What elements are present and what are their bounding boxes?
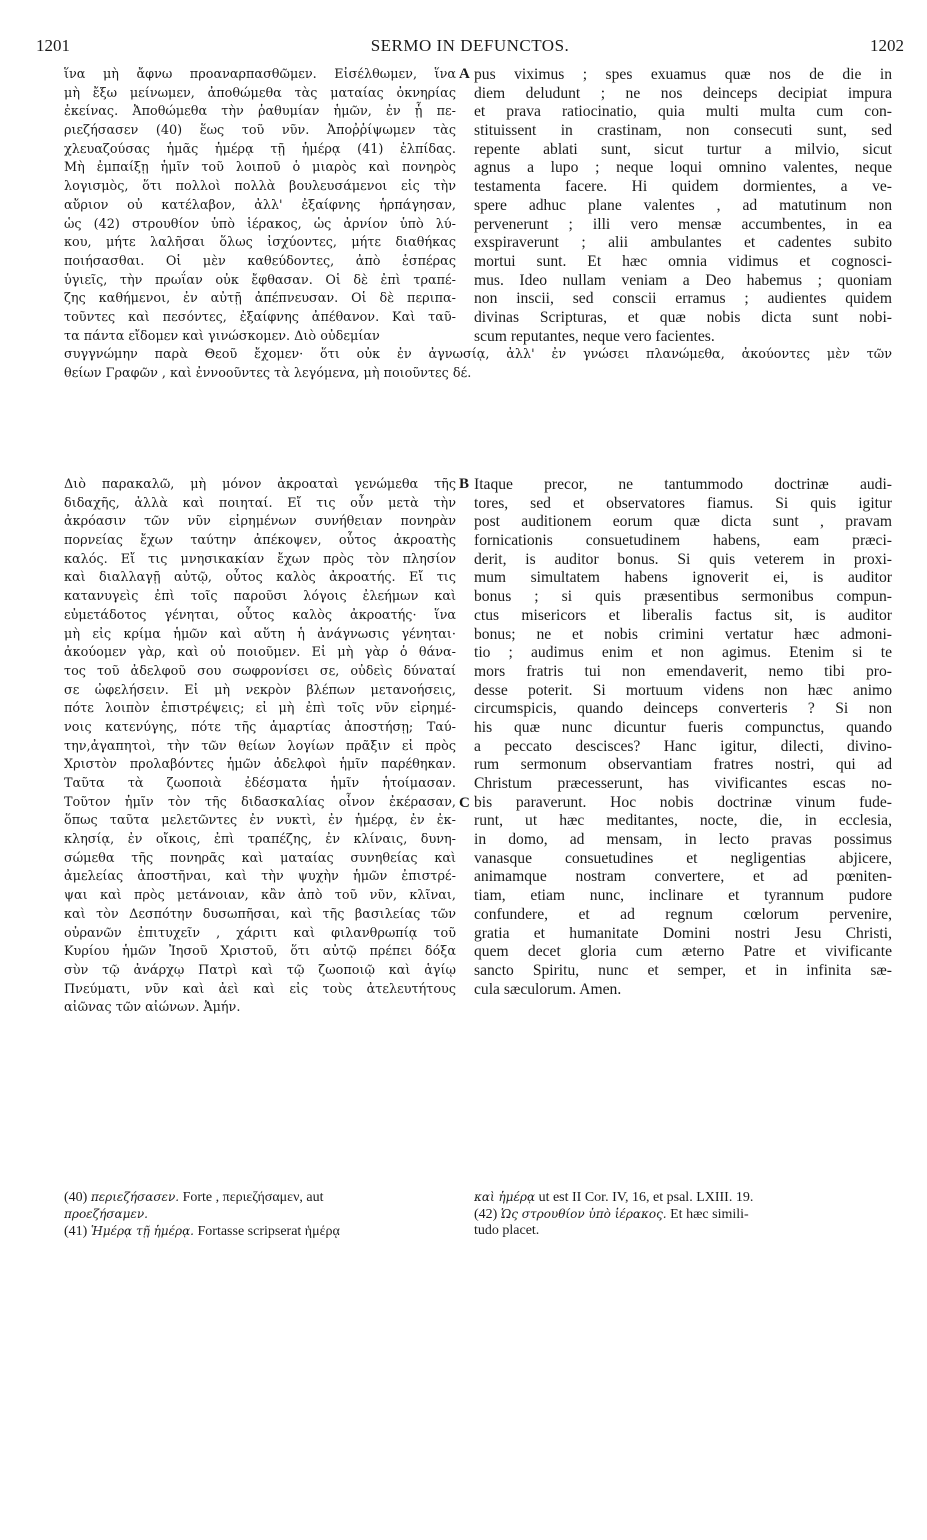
text-line: αἰῶνας τῶν αἰώνων. Ἀμήν. (64, 1000, 241, 1016)
text-line: pervenerunt ; illi vero mensæ accumbentes, in ea (474, 215, 892, 233)
text-line: animamque nostram convertere, et ad pœniten- (474, 868, 892, 886)
text-line: post auditionem eorum quæ dicta sunt , pravam (474, 513, 892, 531)
text-line: διδαχῆς, ἀλλὰ καὶ ποιηταί. Εἴ τις οὖν μετὰ τὴν (64, 495, 456, 511)
text-line: confundere, et ad regnum cœlorum pervenire, (474, 905, 892, 923)
greek-column-part1 (64, 66, 456, 346)
text-line: pus viximus ; spes exuamus quæ nos de die in (474, 66, 892, 83)
footnote-42: (42) Ὡς στρουθίον ὑπὸ ἱέρακος. Et hæc simili- (474, 1207, 749, 1222)
text-line: bonus ; si quis præsentibus sermonibus compun- (474, 588, 892, 606)
text-line: ὑγιεῖς, τὴν πρωΐαν οὐκ ἔφθασαν. Οἱ δὲ ἐπὶ τραπέ- (64, 272, 456, 288)
text-line: ψαι καὶ πρὸς μετάνοιαν, κἂν ἀπὸ τοῦ νῦν, κλῖναι, (64, 888, 456, 904)
text-line: πότε λοιπὸν ἐπιστρέψεις; εἰ μὴ ἐπὶ τοῖς νῦν εἰρημέ- (64, 701, 456, 717)
text-line: tiam, etiam nunc, inclinare et tyrannum pudore (474, 887, 892, 905)
text-line: ἐκείνας. Ἀποθώμεθα τὴν ῥαθυμίαν ἡμῶν, ἐν ᾗ πε- (64, 104, 456, 120)
text-line: λογισμὸς, ὅτι πολλοὶ πολλὰ βουλευσάμενοι εἰς τὴν (64, 179, 456, 195)
text-line: circumspicis, quando deinceps converteris ? Si non (474, 700, 892, 718)
text-line: σώμεθα τῆς πονηρᾶς καὶ ματαίας συνηθείας καὶ (64, 850, 456, 866)
footnote-40: (40) περιεζήσασεν. Forte , περιεζήσαμεν, aut (64, 1190, 324, 1205)
text-line: ἵνα μὴ ἄφνω προαναρπασθῶμεν. Εἰσέλθωμεν, ἵνα (64, 67, 456, 82)
greek-column-part2 (64, 476, 456, 1018)
text-line: repente ablati sunt, sicut turtur a milvio, sicut (474, 140, 892, 158)
text-line: ριεζήσασεν (40) ἕως τοῦ νῦν. Ἀποῤῥίψωμεν τὰς (64, 123, 456, 139)
text-line: χλευαζούσας ἡμᾶς ἡμέρᾳ τῇ ἡμέρᾳ (41) ἐλπίδας. (64, 141, 456, 157)
footnote-41-continued: καὶ ἡμέρᾳ ut est II Cor. IV, 16, et psal. LXIII. 19. (474, 1190, 754, 1205)
text-line: ποιήσασθαι. Οἱ μὲν καθεύδοντες, ἀπὸ ἑσπέρας (64, 253, 456, 269)
text-line: Μὴ ἐμπαίξῃ ἡμῖν τοῦ λοιποῦ ὁ μιαρὸς καὶ πονηρὸς (64, 160, 456, 176)
latin-column-part1 (474, 66, 892, 346)
text-line: a peccato descisces? Hanc igitur, dilecti, divino- (474, 737, 892, 755)
text-line: ctus misericors et liberalis factus sit, is auditor (474, 606, 892, 624)
text-line: μὴ ἔξω μείνωμεν, ἀποθώμεθα τὰς ματαίας ὀκνηρίας (64, 85, 456, 101)
text-line: cula sæculorum. Amen. (474, 980, 622, 998)
text-line: ἀκρόασιν τῶν νῦν εἰρημένων συνήθειαν πονηρὰν (64, 514, 456, 530)
text-line: κατανυγεὶς ἐπὶ τοῖς παροῦσι λόγοις ἐλεήμων καὶ (64, 589, 456, 605)
text-line: ἀκούομεν γὰρ, καὶ οὐ ποιοῦμεν. Εἰ μὴ γὰρ ὁ θάνα- (64, 645, 456, 661)
text-line: bonus; ne et nobis crimini vertatur hæc admoni- (474, 625, 892, 643)
text-line: diem deludunt ; ne nos deinceps decipiat impura (474, 84, 892, 102)
text-line: in domo, ad mensam, in lecto pravas possimus (474, 831, 892, 849)
text-line: quem decet gloria cum æterno Patre et vivificante (474, 943, 892, 961)
text-line: bis paraverunt. Hoc nobis doctrinæ vinum fude- (474, 793, 892, 811)
text-line: κου, μήτε λαλῆσαι ὅλως ἰσχύοντες, μήτε διαθήκας (64, 235, 456, 251)
text-line: Πνεύματι, νῦν καὶ ἀεὶ καὶ εἰς τοὺς ἀτελευτήτους (64, 981, 456, 997)
text-line: οὐρανῶν ἐπιτυχεῖν , χάριτι καὶ φιλανθρωπίᾳ τοῦ (64, 925, 456, 941)
text-line: πορνείας ἔχων ταύτην ἀπέκοψεν, οὗτος ἀκροατὴς (64, 533, 456, 549)
text-line: αὔριον οὐ κατέλαβον, ἀλλ' ἐξαίφνης ἡρπάγησαν, (64, 197, 456, 213)
text-line: derit, is auditor bonus. Si quis veterem in proxi- (474, 550, 892, 568)
left-page-number: 1201 (36, 36, 70, 55)
text-line: tio ; audimus enim et non agimus. Etenim si te (474, 644, 892, 662)
text-line: agnus a lupo ; neque loqui omnino valentes, neque (474, 159, 892, 177)
text-line: mors fratris tui non emendaverit, nemo tibi pro- (474, 662, 892, 680)
section-marker-b: B (459, 476, 470, 492)
text-line: ζης καθήμενοι, ἐν αὐτῇ ἀπέπνευσαν. Οἱ δὲ περιπα- (64, 291, 456, 307)
footnote-40-continued: προεζήσαμεν. (64, 1207, 148, 1221)
text-line: his quæ nunc dicuntur fueris compunctus, quando (474, 718, 892, 736)
text-line: νοις κατενύγης, πότε τῆς ἁμαρτίας ἀποστήσῃ; Ταύ- (64, 719, 456, 735)
text-line: κλησίᾳ, ἐν οἴκοις, ἐπὶ τραπέζης, ἐν κλίναις, δυνη- (64, 832, 456, 848)
text-line: et prava ratiocinatio, quia multi multa cum con- (474, 103, 892, 121)
text-line: runt, ut hæc meditantes, nocte, die, in ecclesia, (474, 812, 892, 830)
text-line: τοῦντες καὶ πεσόντες, ἐξαίφνης ἀπέθανον. Καὶ ταῦ- (64, 309, 456, 325)
page-header (36, 36, 904, 58)
text-line: mus. Ideo nullam veniam a Deo habemus ; quoniam (474, 271, 892, 289)
text-line: testamenta facere. Hi quidem dormientes, a ve- (474, 178, 892, 196)
text-line: mortui sunt. Et hæc omnia vidimus et cognosci- (474, 252, 892, 270)
text-line: Christum præcesserunt, has vivificantes escas no- (474, 775, 892, 792)
text-line: rum sermonum observantiam fratres nostri, qui ad (474, 756, 892, 774)
text-line: gratia et humanitate Domini nostri Jesu Christi, (474, 924, 892, 942)
text-line: Κυρίου ἡμῶν Ἰησοῦ Χριστοῦ, ὅτι αὐτῷ πρέπει δόξα (64, 944, 456, 960)
text-line: καλός. Εἴ τις μνησικακίαν ἔχων πρὸς τὸν πλησίον (64, 551, 456, 567)
text-line: Χριστὸν προλαβόντες ἡμῶν ἀδελφοὶ ἡμῖν παρέθηκαν. (64, 757, 456, 773)
text-line: σὺν τῷ ἀνάρχῳ Πατρὶ καὶ τῷ ζωοποιῷ καὶ ἁγίῳ (64, 962, 456, 978)
text-line: Ταῦτα τὰ ζωοποιὰ ἐδέσματα ἡμῖν ἡτοίμασαν. (64, 776, 456, 791)
text-line: fornicationis consuetudinem habens, eam præci- (474, 532, 892, 550)
text-line: divinas Scripturas, et quæ nobis dicta sunt nobi- (474, 308, 892, 326)
text-line: την,ἀγαπητοὶ, τὴν τῶν θείων λογίων πρᾶξιν εἰ πρὸς (64, 738, 456, 754)
footnote-42-continued: tudo placet. (474, 1223, 540, 1238)
text-line: καὶ τὸν Δεσπότην δυσωπῆσαι, καὶ τῆς βασιλείας τῶν (64, 906, 456, 922)
footnotes-right (474, 1189, 892, 1239)
text-line: τα πάντα εἴδομεν καὶ γινώσκομεν. Διὸ οὐδεμίαν (64, 328, 380, 344)
text-line: τος τοῦ ἀδελφοῦ σου σωφρονίσει σε, οὐδεὶς δύναταί (64, 663, 456, 679)
text-line: non inscii, sed conscii erramus ; audientes quidem (474, 290, 892, 308)
running-title: SERMO IN DEFUNCTOS. (370, 36, 570, 55)
text-line: Itaque precor, ne tantummodo doctrinæ audi- (474, 476, 892, 493)
text-line: Διὸ παρακαλῶ, μὴ μόνον ἀκροαταὶ γενώμεθα τῆς (64, 477, 456, 492)
text-line: tores, sed et observatores fiamus. Si quis igitur (474, 494, 892, 512)
text-line: καὶ διαλλαγῇ αὐτῷ, οὗτος καλὸς ἀκροατής. Εἴ τις (64, 570, 456, 586)
text-line: mum simultatem habens ignoverit ei, is auditor (474, 569, 892, 587)
text-line: spere adhuc plane valentes , ad matutinum non (474, 196, 892, 214)
section-marker-c: C (459, 795, 470, 811)
right-page-number: 1202 (870, 36, 904, 55)
text-line: sancto Spiritu, nunc et semper, et in infinita sæ- (474, 961, 892, 979)
greek-spanning-line: συγγνώμην παρὰ Θεοῦ ἔχομεν· ὅτι οὐκ ἐν ἀγνωσίᾳ, ἀλλ' ἐν γνώσει πλανώμεθα, ἀκούοντες μὲν τῶν (64, 347, 892, 362)
latin-column-part2 (474, 476, 892, 999)
section-marker-a: A (459, 66, 470, 82)
text-line: exspiraverunt ; alii ambulantes et cadentes subito (474, 234, 892, 252)
text-line: ἀμελείας ἀποστῆναι, καὶ τὴν ψυχὴν ἡμῶν ἐπιστρέ- (64, 869, 456, 885)
greek-spanning-line: θείων Γραφῶν , καὶ ἐννοοῦντες τὰ λεγόμενα, μὴ ποιοῦντες δέ. (64, 366, 472, 381)
footnote-41: (41) Ἡμέρᾳ τῇ ἡμέρᾳ. Fortasse scripserat ἡμέρᾳ (64, 1224, 340, 1239)
text-line: μὴ εἰς κρίμα ἡμῶν καὶ αὕτη ἡ ἀνάγνωσις γένηται· (64, 626, 456, 642)
text-line: ὅπως ταῦτα μελετῶντες ἐν νυκτὶ, ἐν ἡμέρᾳ, ἐν ἐκ- (64, 813, 456, 829)
text-line: desse poterit. Si mortuum videns non hæc animo (474, 681, 892, 699)
text-line: stituissent in crastinam, non consecuti sunt, sed (474, 122, 892, 140)
footnotes-left (64, 1189, 456, 1240)
text-line: σε ὠφελήσειν. Εἰ μὴ νεκρὸν βλέπων μετανοήσεις, (64, 682, 456, 698)
text-line: scum reputantes, neque vero facientes. (474, 327, 715, 345)
text-line: Τοῦτον ἡμῖν τὸν τῆς διδασκαλίας οἶνον ἐκέρασαν, (64, 794, 456, 810)
text-line: εὐμετάδοτος γένηται, οὗτος καλὸς ἀκροατής· ἵνα (64, 607, 456, 623)
text-line: vanasque consuetudines et negligentias abjicere, (474, 849, 892, 867)
text-line: ὡς (42) στρουθίον ὑπὸ ἱέρακος, ὡς ἀρνίον ὑπὸ λύ- (64, 216, 456, 232)
